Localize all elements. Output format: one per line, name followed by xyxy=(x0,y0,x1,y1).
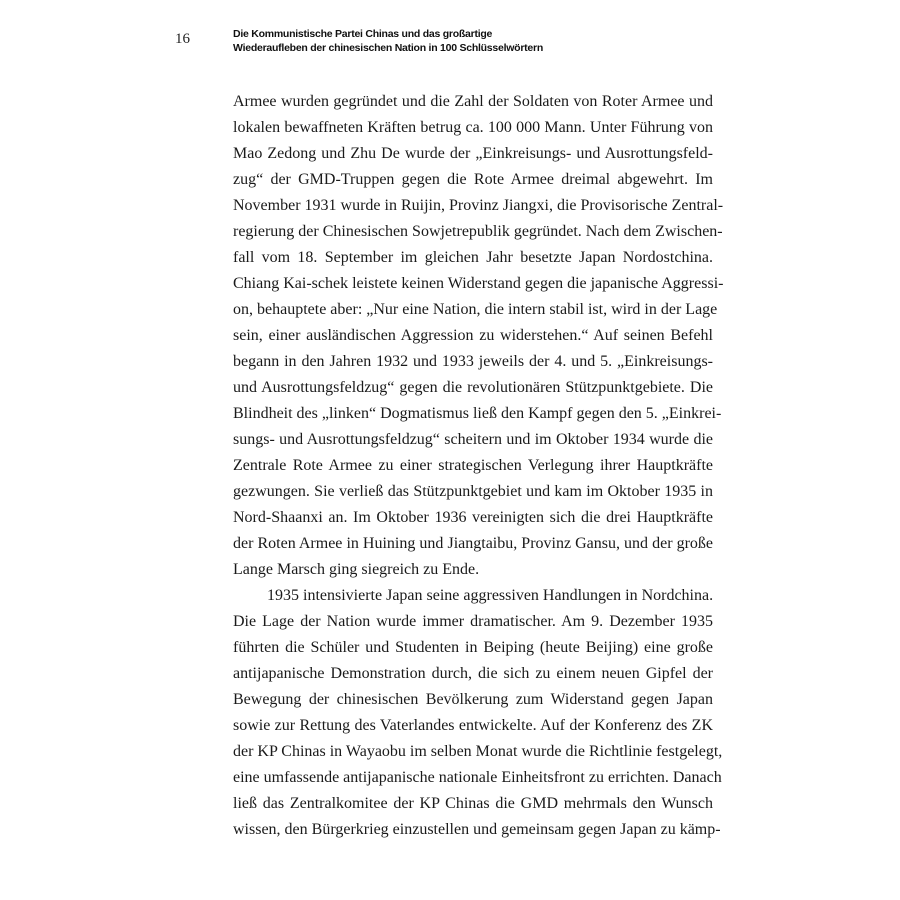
running-header-line-1: Die Kommunistische Partei Chinas und das großartige xyxy=(233,28,493,40)
running-header-line-2: Wiederaufleben der chinesischen Nation in 100 Schlüsselwörtern xyxy=(233,42,543,54)
text-line: und Ausrottungsfeldzug“ gegen die revolutionären Stützpunktgebiete. Die xyxy=(233,379,713,396)
text-line: fall vom 18. September im gleichen Jahr besetzte Japan Nordostchina. xyxy=(233,249,713,266)
text-line: lokalen bewaffneten Kräften betrug ca. 100 000 Mann. Unter Führung von xyxy=(233,119,713,136)
text-line: November 1931 wurde in Ruijin, Provinz Jiangxi, die Provisorische Zentral- xyxy=(233,197,724,214)
text-line: der Roten Armee in Huining und Jiangtaibu, Provinz Gansu, und der große xyxy=(233,535,713,552)
text-line: Armee wurden gegründet und die Zahl der Soldaten von Roter Armee und xyxy=(233,93,713,110)
text-line: zug“ der GMD-Truppen gegen die Rote Armee dreimal abgewehrt. Im xyxy=(233,171,713,188)
text-line: Chiang Kai-schek leistete keinen Widerstand gegen die japanische Aggressi- xyxy=(233,275,724,292)
page-number: 16 xyxy=(175,31,190,47)
text-line: sowie zur Rettung des Vaterlandes entwickelte. Auf der Konferenz des ZK xyxy=(233,717,713,734)
text-line: Nord-Shaanxi an. Im Oktober 1936 vereinigten sich die drei Hauptkräfte xyxy=(233,509,713,526)
body-text xyxy=(233,89,724,843)
text-line: Mao Zedong und Zhu De wurde der „Einkreisungs- und Ausrottungsfeld- xyxy=(233,145,713,162)
text-line: 1935 intensivierte Japan seine aggressiven Handlungen in Nordchina. xyxy=(267,587,714,604)
text-line: Zentrale Rote Armee zu einer strategischen Verlegung ihrer Hauptkräfte xyxy=(233,457,713,474)
text-line: führten die Schüler und Studenten in Beiping (heute Beijing) eine große xyxy=(233,639,713,656)
text-line: sein, einer ausländischen Aggression zu widerstehen.“ Auf seinen Befehl xyxy=(233,327,713,344)
text-line: der KP Chinas in Wayaobu im selben Monat wurde die Richtlinie festgelegt, xyxy=(233,743,723,760)
text-line: on, behauptete aber: „Nur eine Nation, die intern stabil ist, wird in der Lage xyxy=(233,301,718,318)
text-line: wissen, den Bürgerkrieg einzustellen und gemeinsam gegen Japan zu kämp- xyxy=(233,821,721,838)
text-line: Die Lage der Nation wurde immer dramatischer. Am 9. Dezember 1935 xyxy=(233,613,713,630)
text-line: ließ das Zentralkomitee der KP Chinas die GMD mehrmals den Wunsch xyxy=(233,795,713,812)
text-line: begann in den Jahren 1932 und 1933 jeweils der 4. und 5. „Einkreisungs- xyxy=(233,353,713,370)
text-line: gezwungen. Sie verließ das Stützpunktgebiet und kam im Oktober 1935 in xyxy=(233,483,713,500)
text-line: Blindheit des „linken“ Dogmatismus ließ den Kampf gegen den 5. „Einkrei- xyxy=(233,405,722,422)
text-line: sungs- und Ausrottungsfeldzug“ scheitern und im Oktober 1934 wurde die xyxy=(233,431,713,448)
text-line: eine umfassende antijapanische nationale Einheitsfront zu errichten. Danach xyxy=(233,769,722,786)
text-line: antijapanische Demonstration durch, die sich zu einem neuen Gipfel der xyxy=(233,665,713,682)
text-line: Bewegung der chinesischen Bevölkerung zum Widerstand gegen Japan xyxy=(233,691,713,708)
paragraph-1 xyxy=(233,89,724,583)
text-line: Lange Marsch ging siegreich zu Ende. xyxy=(233,561,480,578)
paragraph-2 xyxy=(233,583,723,843)
text-line: regierung der Chinesischen Sowjetrepublik gegründet. Nach dem Zwischen- xyxy=(233,223,723,240)
running-header xyxy=(233,27,543,55)
